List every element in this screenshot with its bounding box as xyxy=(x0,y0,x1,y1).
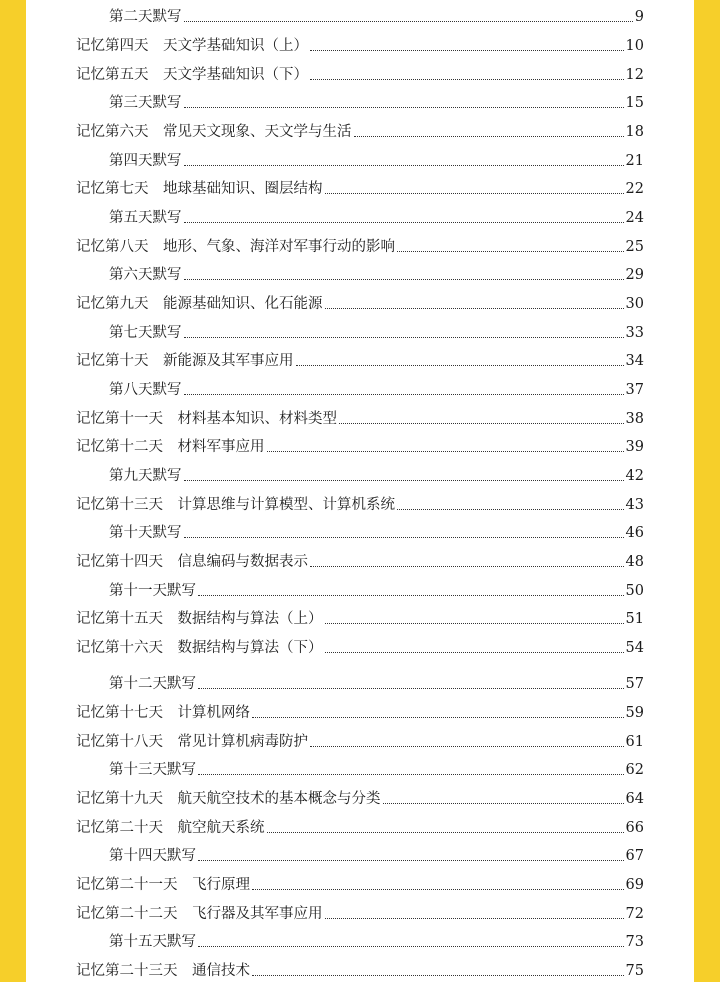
toc-entry-memory[interactable] xyxy=(76,633,644,657)
toc-entry-page-number: 73 xyxy=(625,934,644,950)
toc-entry-page-number: 22 xyxy=(625,181,644,197)
dot-leader xyxy=(252,888,624,890)
dot-leader xyxy=(252,974,624,976)
dot-leader xyxy=(198,945,624,947)
dot-leader xyxy=(383,802,624,804)
toc-entry-memory[interactable] xyxy=(76,956,644,980)
toc-entry-label: 记忆第二十一天 飞行原理 xyxy=(76,877,250,893)
dot-leader xyxy=(184,536,624,538)
toc-entry-page-number: 29 xyxy=(625,267,644,283)
dot-leader xyxy=(252,716,624,718)
left-accent-bar xyxy=(0,0,26,982)
toc-entry-page-number: 48 xyxy=(625,554,644,570)
toc-entry-page-number: 46 xyxy=(625,525,644,541)
toc-entry-label: 记忆第十四天 信息编码与数据表示 xyxy=(76,554,308,570)
dot-leader xyxy=(310,78,624,80)
dot-leader xyxy=(339,422,624,424)
toc-entry-label: 记忆第十一天 材料基本知识、材料类型 xyxy=(76,411,337,427)
toc-entry-memory[interactable] xyxy=(76,232,644,256)
toc-entry-page-number: 59 xyxy=(625,705,644,721)
toc-entry-label: 记忆第十天 新能源及其军事应用 xyxy=(76,353,294,369)
toc-entry-dictation[interactable] xyxy=(76,2,644,26)
toc-entry-page-number: 37 xyxy=(625,382,644,398)
dot-leader xyxy=(198,687,624,689)
toc-entry-memory[interactable] xyxy=(76,117,644,141)
toc-entry-page-number: 50 xyxy=(625,583,644,599)
toc-entry-page-number: 51 xyxy=(625,611,644,627)
toc-entry-label: 第六天默写 xyxy=(109,267,182,283)
dot-leader xyxy=(310,49,624,51)
toc-entry-label: 第七天默写 xyxy=(109,325,182,341)
toc-entry-memory[interactable] xyxy=(76,174,644,198)
toc-entry-label: 记忆第二十天 航空航天系统 xyxy=(76,820,265,836)
toc-entry-memory[interactable] xyxy=(76,60,644,84)
toc-entry-label: 记忆第十八天 常见计算机病毒防护 xyxy=(76,734,308,750)
toc-entry-page-number: 9 xyxy=(634,9,644,25)
toc-entry-page-number: 62 xyxy=(625,762,644,778)
toc-entry-label: 第二天默写 xyxy=(109,9,182,25)
dot-leader xyxy=(354,135,624,137)
toc-entry-label: 记忆第二十三天 通信技术 xyxy=(76,963,250,979)
toc-entry-label: 第十三天默写 xyxy=(109,762,196,778)
toc-entry-page-number: 12 xyxy=(625,67,644,83)
toc-entry-page-number: 75 xyxy=(625,963,644,979)
toc-entry-memory[interactable] xyxy=(76,31,644,55)
toc-entry-label: 第五天默写 xyxy=(109,210,182,226)
toc-entry-page-number: 67 xyxy=(625,848,644,864)
toc-entry-page-number: 69 xyxy=(625,877,644,893)
toc-entry-memory[interactable] xyxy=(76,784,644,808)
toc-entry-page-number: 15 xyxy=(625,95,644,111)
dot-leader xyxy=(184,336,624,338)
toc-entry-page-number: 42 xyxy=(625,468,644,484)
dot-leader xyxy=(267,450,624,452)
toc-entry-dictation[interactable] xyxy=(76,669,644,693)
toc-entry-dictation[interactable] xyxy=(76,203,644,227)
dot-leader xyxy=(325,307,624,309)
dot-leader xyxy=(397,508,624,510)
toc-entry-page-number: 33 xyxy=(625,325,644,341)
toc-entry-label: 记忆第十五天 数据结构与算法（上） xyxy=(76,611,323,627)
dot-leader xyxy=(184,278,624,280)
toc-entry-page-number: 30 xyxy=(625,296,644,312)
toc-entry-dictation[interactable] xyxy=(76,518,644,542)
toc-entry-label: 记忆第十九天 航天航空技术的基本概念与分类 xyxy=(76,791,381,807)
right-accent-bar xyxy=(694,0,720,982)
toc-entry-page-number: 54 xyxy=(625,640,644,656)
toc-entry-label: 记忆第六天 常见天文现象、天文学与生活 xyxy=(76,124,352,140)
toc-entry-memory[interactable] xyxy=(76,490,644,514)
dot-leader xyxy=(184,106,624,108)
toc-entry-label: 第十天默写 xyxy=(109,525,182,541)
toc-entry-memory[interactable] xyxy=(76,727,644,751)
toc-entry-dictation[interactable] xyxy=(76,318,644,342)
toc-entry-memory[interactable] xyxy=(76,547,644,571)
toc-entry-label: 第三天默写 xyxy=(109,95,182,111)
toc-entry-label: 第十一天默写 xyxy=(109,583,196,599)
toc-entry-dictation[interactable] xyxy=(76,375,644,399)
dot-leader xyxy=(325,651,624,653)
toc-entry-label: 第八天默写 xyxy=(109,382,182,398)
dot-leader xyxy=(198,859,624,861)
toc-entry-dictation[interactable] xyxy=(76,88,644,112)
dot-leader xyxy=(325,192,624,194)
dot-leader xyxy=(198,773,624,775)
toc-entry-page-number: 34 xyxy=(625,353,644,369)
dot-leader xyxy=(397,250,624,252)
dot-leader xyxy=(296,364,624,366)
toc-entry-label: 第十五天默写 xyxy=(109,934,196,950)
toc-entry-memory[interactable] xyxy=(76,604,644,628)
toc-entry-label: 记忆第八天 地形、气象、海洋对军事行动的影响 xyxy=(76,239,395,255)
toc-entry-memory[interactable] xyxy=(76,289,644,313)
toc-entry-page-number: 43 xyxy=(625,497,644,513)
toc-entry-label: 第九天默写 xyxy=(109,468,182,484)
dot-leader xyxy=(198,594,624,596)
toc-entry-dictation[interactable] xyxy=(76,576,644,600)
toc-entry-dictation[interactable] xyxy=(76,927,644,951)
toc-entry-page-number: 61 xyxy=(625,734,644,750)
toc-entry-memory[interactable] xyxy=(76,899,644,923)
toc-entry-memory[interactable] xyxy=(76,813,644,837)
toc-entry-page-number: 10 xyxy=(625,38,644,54)
toc-entry-memory[interactable] xyxy=(76,870,644,894)
toc-entry-page-number: 18 xyxy=(625,124,644,140)
toc-entry-page-number: 21 xyxy=(625,153,644,169)
toc-entry-page-number: 39 xyxy=(625,439,644,455)
toc-entry-page-number: 64 xyxy=(625,791,644,807)
toc-entry-dictation[interactable] xyxy=(76,146,644,170)
toc-entry-memory[interactable] xyxy=(76,432,644,456)
toc-entry-dictation[interactable] xyxy=(76,461,644,485)
toc-entry-label: 第十二天默写 xyxy=(109,676,196,692)
toc-entry-label: 记忆第十七天 计算机网络 xyxy=(76,705,250,721)
toc-entry-page-number: 66 xyxy=(625,820,644,836)
toc-entry-label: 第四天默写 xyxy=(109,153,182,169)
toc-entry-memory[interactable] xyxy=(76,404,644,428)
toc-entry-label: 记忆第二十二天 飞行器及其军事应用 xyxy=(76,906,323,922)
dot-leader xyxy=(325,622,624,624)
toc-entry-label: 记忆第五天 天文学基础知识（下） xyxy=(76,67,308,83)
dot-leader xyxy=(184,393,624,395)
toc-entry-page-number: 38 xyxy=(625,411,644,427)
toc-entry-label: 记忆第十二天 材料军事应用 xyxy=(76,439,265,455)
toc-entry-memory[interactable] xyxy=(76,698,644,722)
toc-entry-label: 第十四天默写 xyxy=(109,848,196,864)
dot-leader xyxy=(310,745,624,747)
toc-entry-label: 记忆第九天 能源基础知识、化石能源 xyxy=(76,296,323,312)
toc-entry-label: 记忆第十三天 计算思维与计算模型、计算机系统 xyxy=(76,497,395,513)
toc-entry-dictation[interactable] xyxy=(76,260,644,284)
toc-entry-memory[interactable] xyxy=(76,346,644,370)
dot-leader xyxy=(267,831,624,833)
dot-leader xyxy=(310,565,624,567)
dot-leader xyxy=(184,164,624,166)
toc-entry-label: 记忆第四天 天文学基础知识（上） xyxy=(76,38,308,54)
toc-entry-page-number: 24 xyxy=(625,210,644,226)
toc-entry-page-number: 57 xyxy=(625,676,644,692)
dot-leader xyxy=(184,20,633,22)
dot-leader xyxy=(184,221,624,223)
toc-entry-dictation[interactable] xyxy=(76,841,644,865)
toc-entry-page-number: 72 xyxy=(625,906,644,922)
dot-leader xyxy=(184,479,624,481)
toc-entry-label: 记忆第十六天 数据结构与算法（下） xyxy=(76,640,323,656)
toc-entry-page-number: 25 xyxy=(625,239,644,255)
dot-leader xyxy=(325,917,624,919)
toc-entry-label: 记忆第七天 地球基础知识、圈层结构 xyxy=(76,181,323,197)
toc-entry-dictation[interactable] xyxy=(76,755,644,779)
